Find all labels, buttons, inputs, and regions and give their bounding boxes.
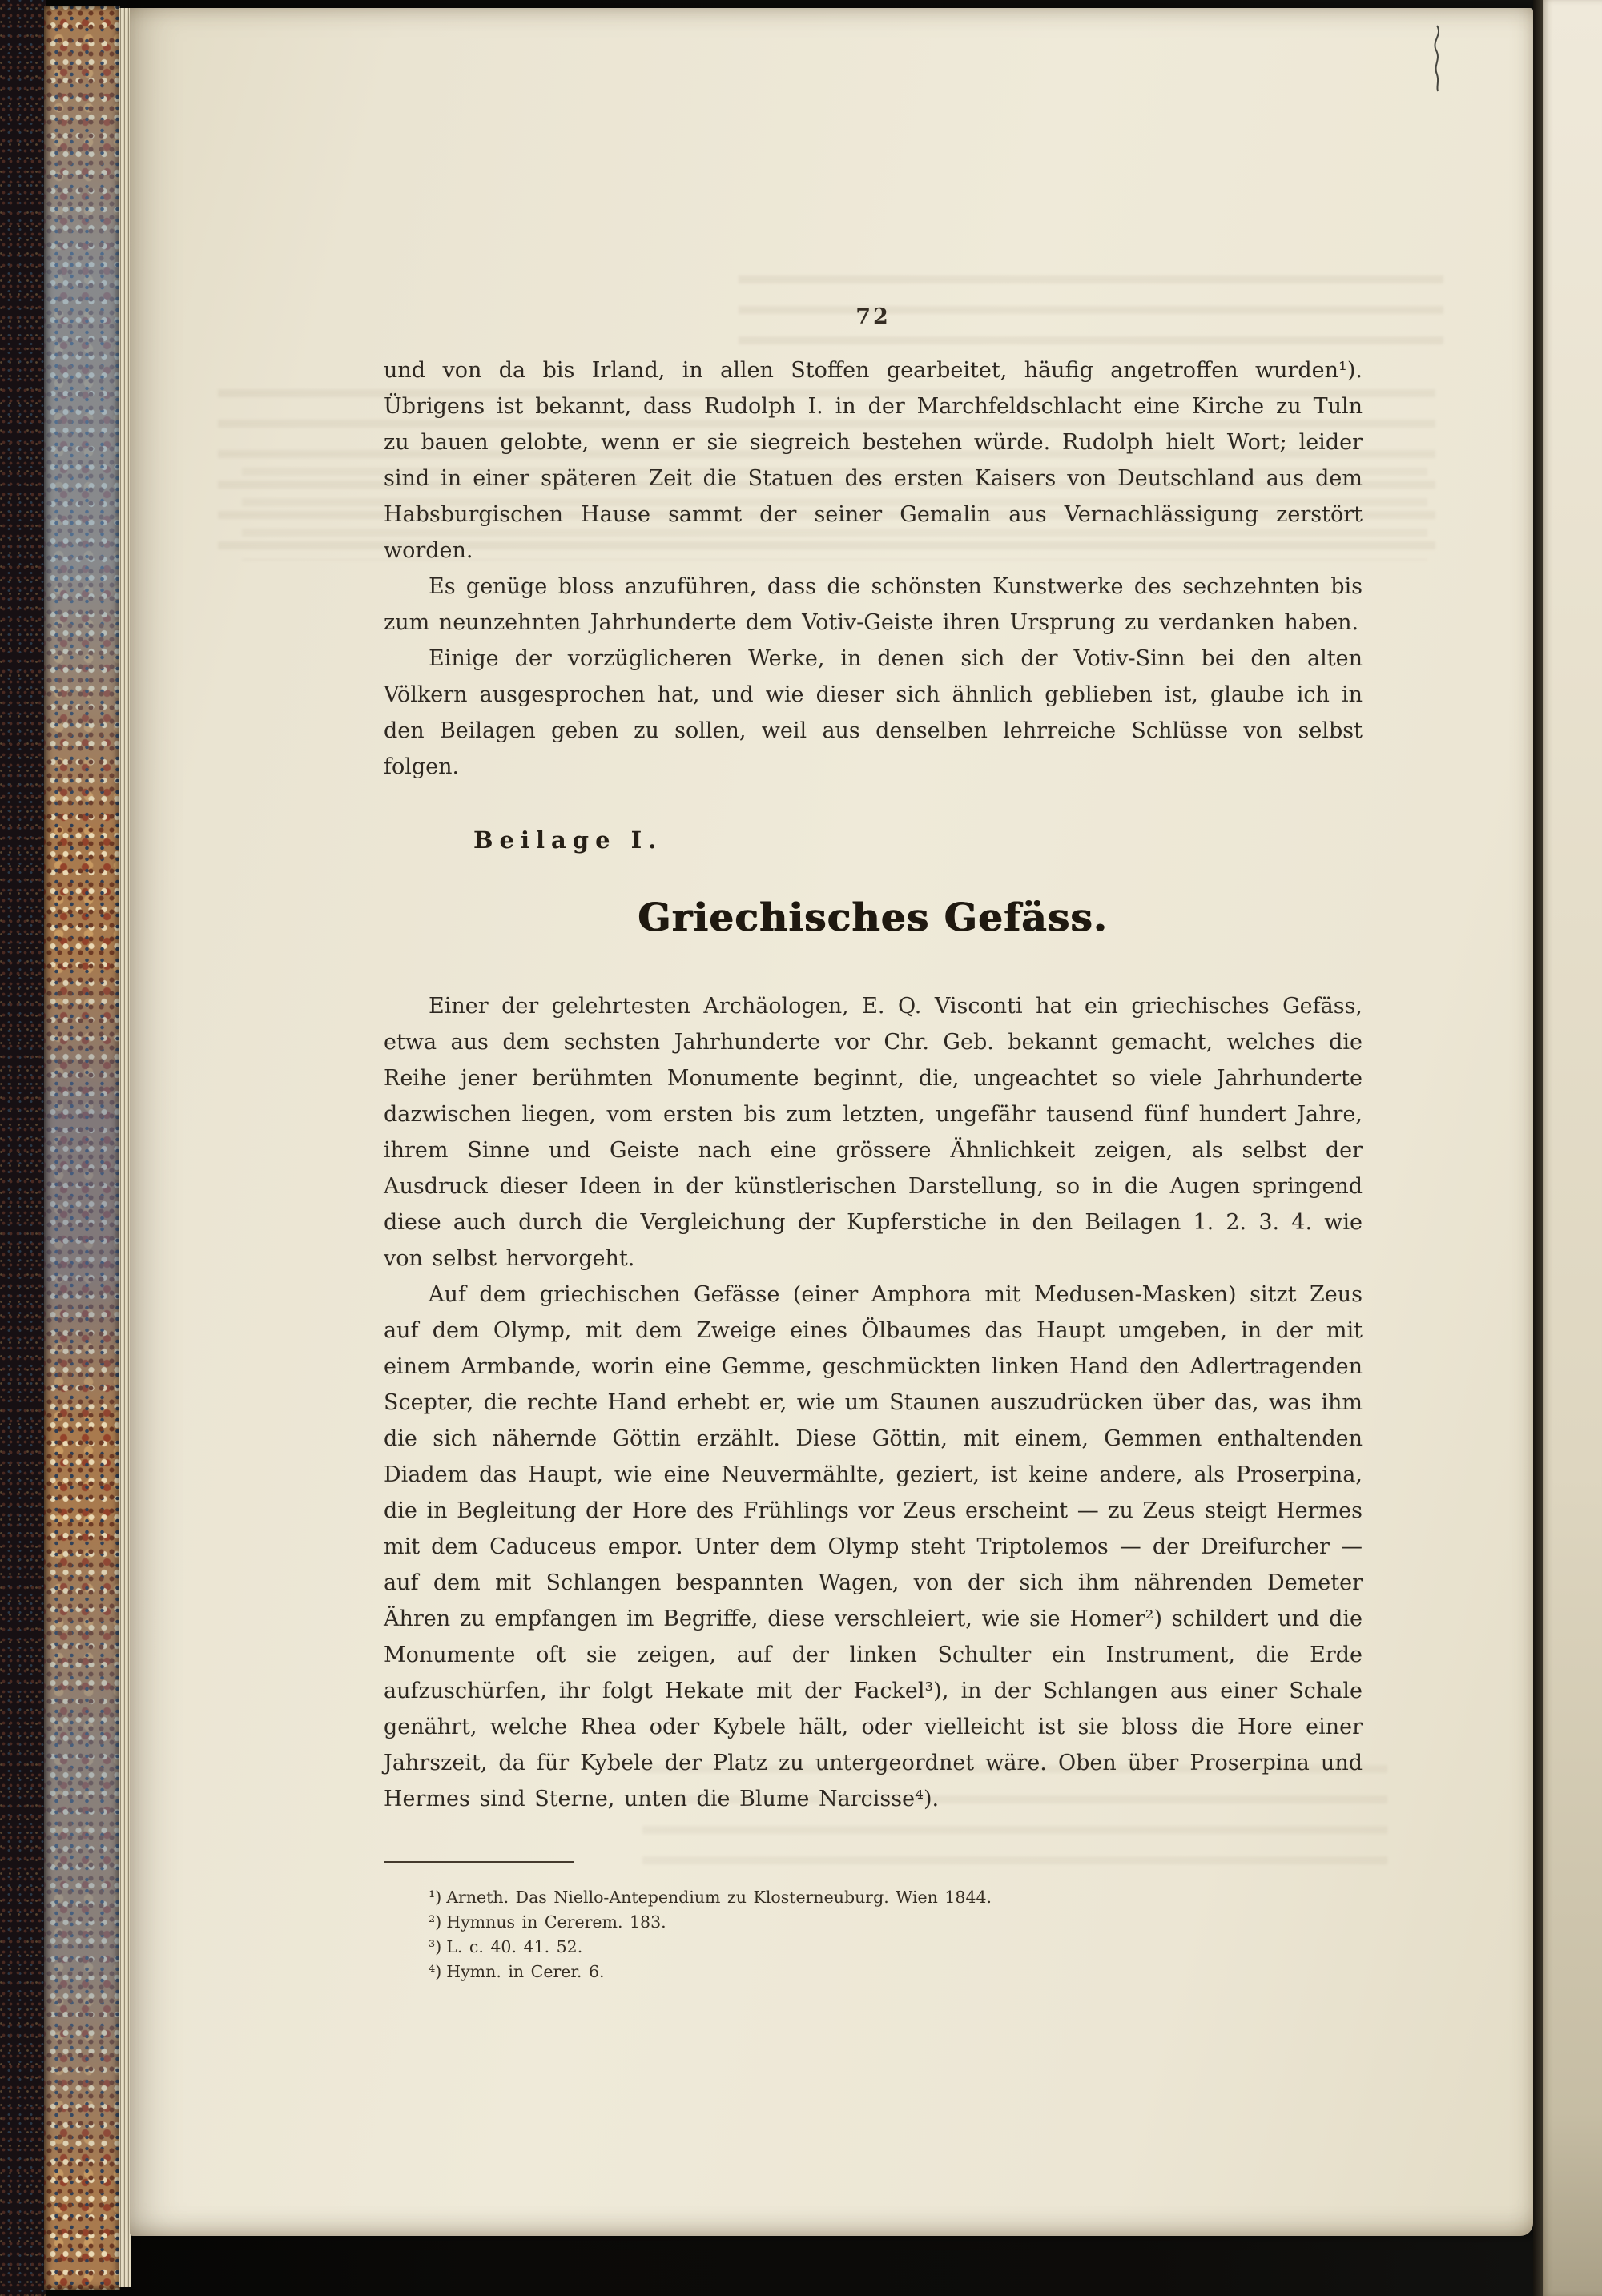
paragraph: Einige der vorzüglicheren Werke, in denen sich der Votiv-Sinn bei den alten Völkern ausgesprochen hat, und wie dieser sich ähnlich geblieben ist, glaube ich in den Beilagen geben zu sollen, weil aus denselben lehrreiche Schlüsse von selbst folgen. bbox=[384, 646, 1363, 779]
footnote-text: Hymnus in Cererem. 183. bbox=[446, 1912, 666, 1932]
footnote-text: Hymn. in Cerer. 6. bbox=[446, 1962, 605, 1981]
paragraph: Es genüge bloss anzuführen, dass die schönsten Kunstwerke des sechzehnten bis zum neunzehnten Jahrhunderte dem Votiv-Geiste ihren Ursprung zu verdanken haben. bbox=[384, 574, 1363, 635]
footnote-marker: ³) bbox=[429, 1937, 442, 1956]
page-gap-shadow bbox=[1533, 0, 1543, 2296]
text-block bbox=[384, 352, 1363, 1984]
footnote-item bbox=[429, 1910, 1363, 1935]
scan-thread-artifact bbox=[1424, 24, 1451, 93]
adjacent-page-edge bbox=[1543, 0, 1602, 2296]
paragraph: Auf dem griechischen Gefässe (einer Amphora mit Medusen-Masken) sitzt Zeus auf dem Olymp, mit dem Zweige eines Ölbaumes das Haupt umgeben, in der mit einem Armbande, worin eine Gemme, geschmückten linken Hand den Adlertragenden Scepter, die rechte Hand erhebt er, wie um Staunen auszudrücken über das, was ihm die sich nähernde Göttin erzählt. Diese Göttin, mit einem, Gemmen enthaltenden Diadem das Haupt, wie eine Neuvermählte, geziert, ist keine andere, als Proserpina, die in Begleitung der Hore des Frühlings vor Zeus erscheint — zu Zeus steigt Hermes mit dem Caduceus empor. Unter dem Olymp steht Triptolemos — der Dreifurcher — auf dem mit Schlangen bespannten Wagen, von der sich ihm nährenden Demeter Ähren zu empfangen im Begriffe, diese verschleiert, wie sie Homer²) schildert und die Monumente oft sie zeigen, auf der linken Schulter ein Instrument, die Erde aufzuschürfen, ihr folgt Hekate mit der Fackel³), in der Schlangen aus einer Schale genährt, welche Rhea oder Kybele hält, oder vielleicht ist sie bloss die Hore einer Jahrszeit, da für Kybele der Platz zu untergeordnet wäre. Oben über Proserpina und Hermes sind Sterne, unten die Blume Narcisse⁴). bbox=[384, 1282, 1363, 1811]
footnote-text: Arneth. Das Niello-Antependium zu Klosterneuburg. Wien 1844. bbox=[446, 1888, 992, 1907]
book-spine bbox=[0, 0, 46, 2296]
book-page bbox=[130, 8, 1533, 2236]
footnotes bbox=[429, 1885, 1363, 1984]
footnote-text: L. c. 40. 41. 52. bbox=[446, 1937, 583, 1956]
footnote-item bbox=[429, 1935, 1363, 1960]
section-title: Griechisches Gefäss. bbox=[638, 895, 1109, 940]
page-number: 72 bbox=[855, 304, 891, 329]
footnote-rule bbox=[384, 1861, 574, 1863]
marbled-fore-edge bbox=[44, 6, 120, 2290]
footnote-item bbox=[429, 1885, 1363, 1910]
footnote-marker: ²) bbox=[429, 1912, 442, 1932]
footnote-marker: ⁴) bbox=[429, 1962, 442, 1981]
beilage-heading: Beilage I. bbox=[473, 826, 663, 854]
paragraph: Einer der gelehrtesten Archäologen, E. Q. Visconti hat ein griechisches Gefäss, etwa aus dem sechsten Jahrhunderte vor Chr. Geb. bekannt gemacht, welches die Reihe jener berühmten Monumente beginnt, die, ungeachtet so viele Jahrhunderte dazwischen liegen, vom ersten bis zum letzten, ungefähr tausend fünf hundert Jahre, ihrem Sinne und Geiste nach eine grössere Ähnlichkeit zeigen, als selbst der Ausdruck dieser Ideen in der künstlerischen Darstellung, so in die Augen springend diese auch durch die Vergleichung der Kupferstiche in den Beilagen 1. 2. 3. 4. wie von selbst hervorgeht. bbox=[384, 994, 1363, 1271]
paragraph-continuation: und von da bis Irland, in allen Stoffen gearbeitet, häufig angetroffen wurden¹). Übrigens ist bekannt, dass Rudolph I. in der Marchfeldschlacht eine Kirche zu Tuln zu bauen gelobte, wenn er sie siegreich bestehen würde. Rudolph hielt Wort; leider sind in einer späteren Zeit die Statuen des ersten Kaisers von Deutschland aus dem Habsburgischen Hause sammt der seiner Gemalin aus Vernachlässigung zerstört worden. bbox=[384, 358, 1363, 563]
footnote-item bbox=[429, 1960, 1363, 1984]
footnote-marker: ¹) bbox=[429, 1888, 442, 1907]
